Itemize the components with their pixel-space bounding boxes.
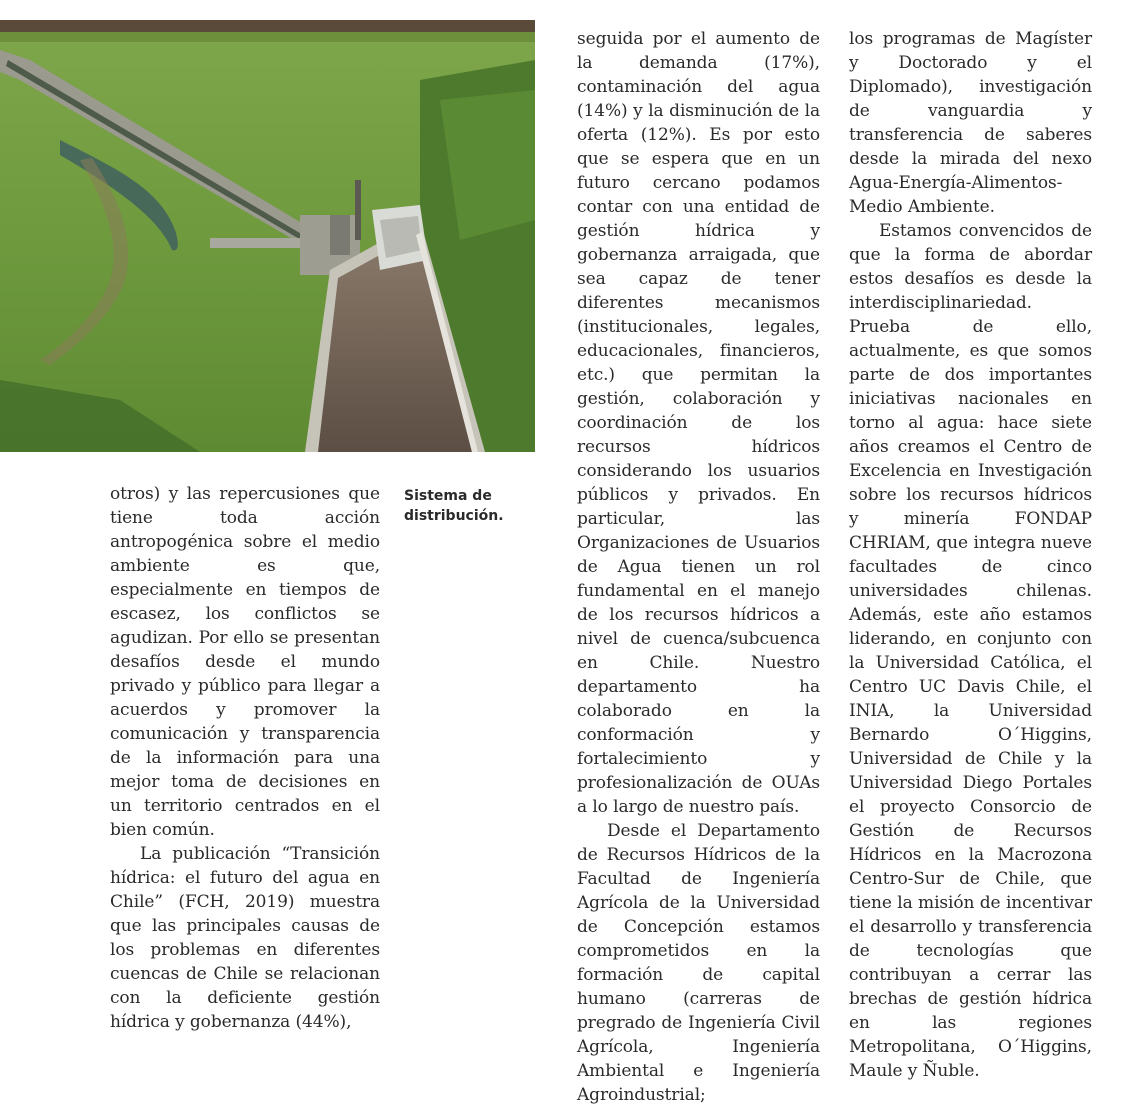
paragraph: Desde el Departamento de Recursos Hídricos de la Facultad de Ingeniería Agrícola de la Universidad de Concepción estamos comprometidos en la formación de capital humano (carreras de pregrado de Ingeniería Civil Agrícola, Ingeniería Ambiental e Ingeniería Agroindustrial;	[577, 821, 820, 1105]
text-column-3	[849, 27, 1092, 1083]
text-column-2	[577, 27, 820, 1107]
paragraph: Estamos convencidos de que la forma de abordar estos desafíos es desde la interdisciplinariedad. Prueba de ello, actualmente, es que somos parte de dos importantes iniciativas nacionales en torno al agua: hace siete años creamos el Centro de Excelencia en Investigación sobre los recursos hídricos y minería FONDAP CHRIAM, que integra nueve facultades de cinco universidades chilenas. Además, este año estamos liderando, en conjunto con la Universidad Católica, el Centro UC Davis Chile, el INIA, la Universidad Bernardo O´Higgins, Universidad de Chile y la Universidad Diego Portales el proyecto Consorcio de Gestión de Recursos Hídricos en la Macrozona Centro-Sur de Chile, que tiene la misión de incentivar el desarrollo y transferencia de tecnologías que contribuyan a cerrar las brechas de gestión hídrica en las regiones Metropolitana, O´Higgins, Maule y Ñuble.	[849, 221, 1092, 1081]
paragraph: La publicación “Transición hídrica: el futuro del agua en Chile” (FCH, 2019) muestra que las principales causas de los problemas en diferentes cuencas de Chile se relacionan con la deficiente gestión hídrica y gobernanza (44%),	[110, 844, 380, 1032]
paragraph: los programas de Magíster y Doctorado y el Diplomado), investigación de vanguardia y transferencia de saberes desde la mirada del nexo Agua-Energía-Alimentos-Medio Ambiente.	[849, 29, 1092, 217]
text-column-1	[110, 482, 380, 1034]
photo-caption: Sistema de distribución.	[404, 488, 504, 524]
irrigation-canal-photo	[0, 20, 535, 452]
paragraph: otros) y las repercusiones que tiene toda acción antropogénica sobre el medio ambiente es que, especialmente en tiempos de escasez, los conflictos se agudizan. Por ello se presentan desafíos desde el mundo privado y público para llegar a acuerdos y promover la comunicación y transparencia de la información para una mejor toma de decisiones en un territorio centrados en el bien común.	[110, 484, 380, 840]
paragraph: seguida por el aumento de la demanda (17%), contaminación del agua (14%) y la disminución de la oferta (12%). Es por esto que se espera que en un futuro cercano podamos contar con una entidad de gestión hídrica y gobernanza arraigada, que sea capaz de tener diferentes mecanismos (institucionales, legales, educacionales, financieros, etc.) que permitan la gestión, colaboración y coordinación de los recursos hídricos considerando los usuarios públicos y privados. En particular, las Organizaciones de Usuarios de Agua tienen un rol fundamental en el manejo de los recursos hídricos a nivel de cuenca/subcuenca en Chile. Nuestro departamento ha colaborado en la conformación y fortalecimiento y profesionalización de OUAs a lo largo de nuestro país.	[577, 29, 820, 817]
